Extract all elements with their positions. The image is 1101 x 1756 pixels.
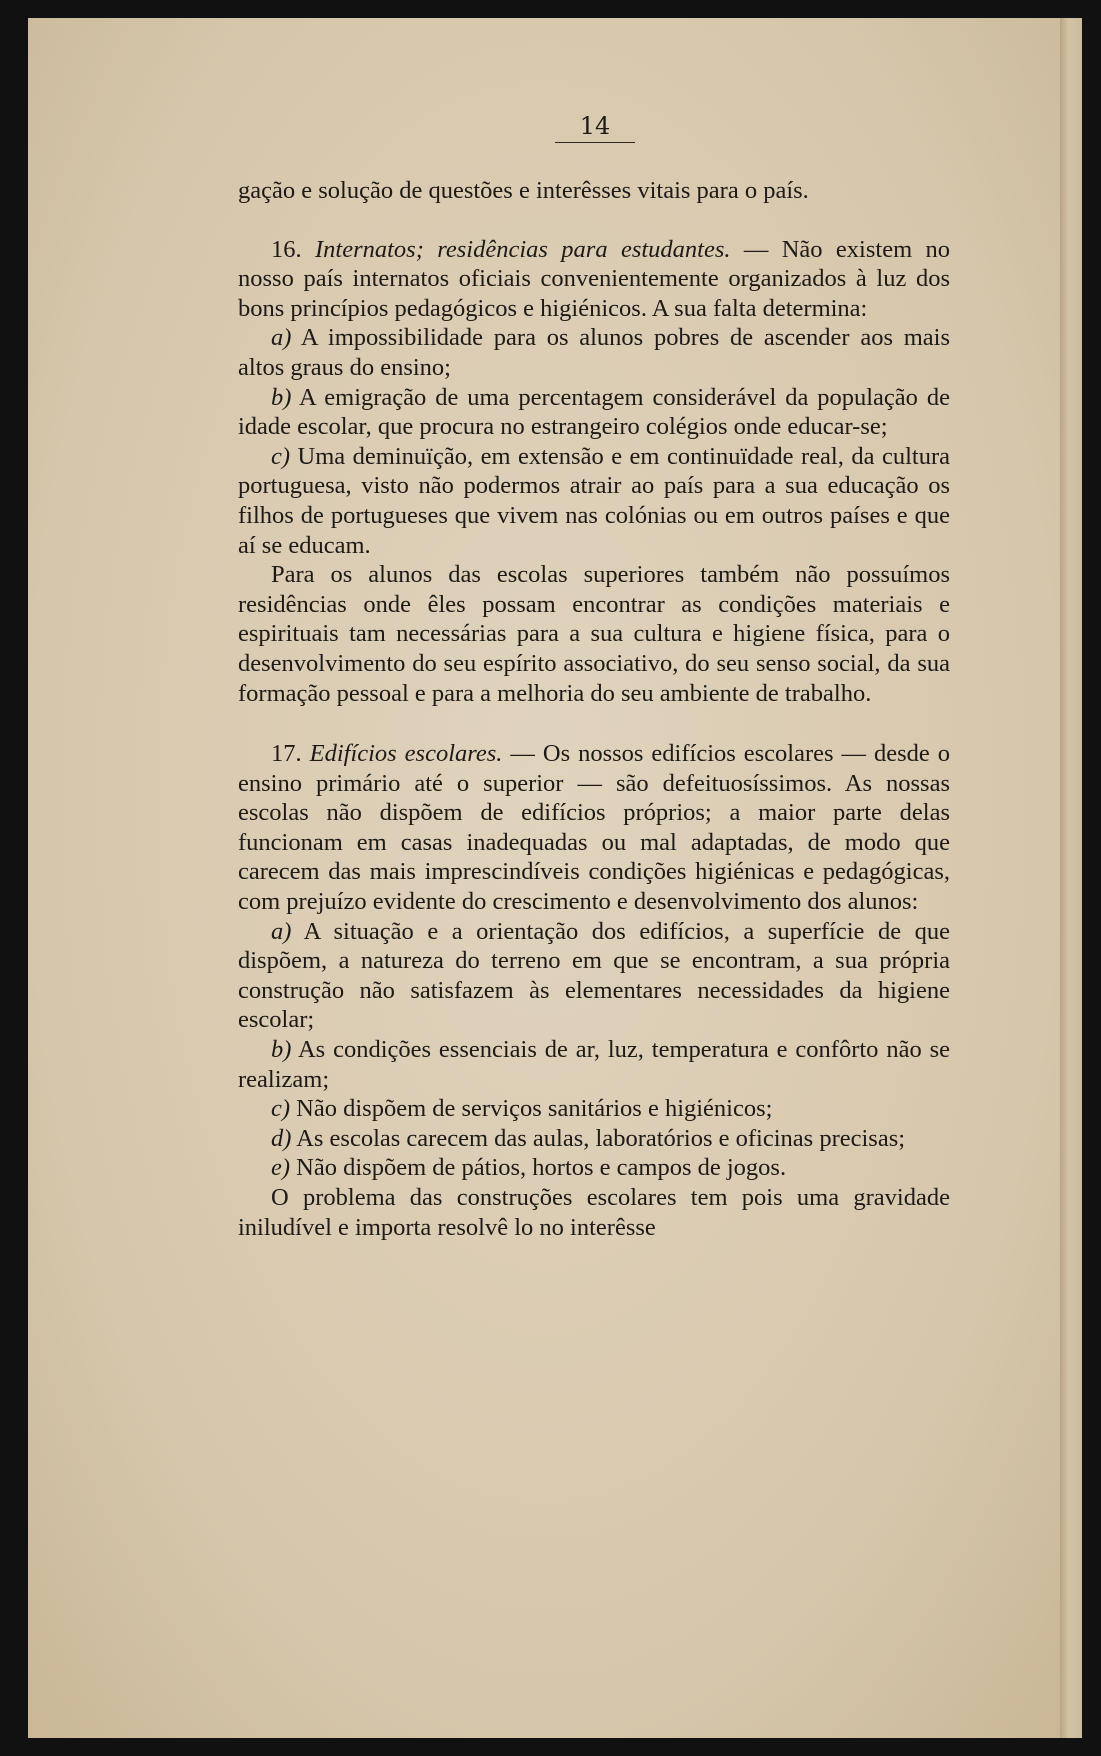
item-marker: e) (271, 1154, 291, 1182)
item-marker: d) (271, 1124, 292, 1152)
item-marker: a) (271, 324, 292, 352)
item-marker: a) (271, 917, 292, 945)
paragraph-continuation: gação e solução de questões e interêsses vitais para o país. (238, 177, 809, 204)
item-marker: b) (271, 1036, 292, 1064)
item-marker: c) (271, 442, 291, 470)
section-17-item-c: c) Não dispõem de serviços sanitários e higiénicos; (271, 1095, 773, 1123)
section-17-item-e: e) Não dispõem de pátios, hortos e campos de jogos. (271, 1154, 787, 1182)
section-17-intro: 17. Edifícios escolares. — Os nossos edifícios escolares — desde o ensino primário até o superior — são defeituosíssimos. As nossas escolas não dispõem de edifícios próprios; a maior parte delas funcionam em casas inadequadas ou mal adaptadas, de modo que carecem das mais imprescindíveis condições higiénicas e pedagógicas, com prejuízo evidente do crescimento e desenvolvimento dos alunos: (238, 740, 950, 916)
item-marker: c) (271, 1095, 291, 1123)
section-17-conclusion: O problema das construções escolares tem pois uma gravidade iniludível e importa resolvê lo no interêsse (238, 1184, 950, 1241)
section-16-item-a: a) A impossibilidade para os alunos pobres de ascender aos mais altos graus do ensino; (238, 324, 950, 381)
section-16-item-c: c) Uma deminuïção, em extensão e em continuïdade real, da cultura portuguesa, visto não podermos atrair ao país para a sua educação os filhos de portugueses que vivem nas colónias ou em outros países e que aí se educam. (238, 442, 950, 559)
section-16-intro: 16. Internatos; residências para estudantes. — Não existem no nosso país internatos oficiais convenientemente organizados à luz dos bons princípios pedagógicos e higiénicos. A sua falta determina: (238, 235, 950, 322)
book-spine-edge (1060, 18, 1082, 1738)
page-number: 14 (555, 112, 635, 143)
section-number: 17. (271, 740, 302, 768)
section-heading: Internatos; residências para estudantes. (315, 235, 731, 263)
body-text (238, 176, 950, 1242)
section-number: 16. (271, 235, 302, 263)
section-17-item-d: d) As escolas carecem das aulas, laboratórios e oficinas precisas; (271, 1124, 906, 1152)
section-17-item-b: b) As condições essenciais de ar, luz, temperatura e confôrto não se realizam; (238, 1036, 950, 1093)
section-heading: Edifícios escolares. (309, 740, 503, 768)
section-17-item-a: a) A situação e a orientação dos edifícios, a superfície de que dispõem, a natureza do terreno em que se encontram, a sua própria construção não satisfazem às elementares necessidades da higiene escolar; (238, 917, 950, 1034)
section-16-item-b: b) A emigração de uma percentagem considerável da população de idade escolar, que procura no estrangeiro colégios onde educar-se; (238, 383, 950, 441)
item-marker: b) (271, 383, 292, 411)
section-16-residencias: Para os alunos das escolas superiores também não possuímos residências onde êles possam encontrar as condições materiais e espirituais tam necessárias para a sua cultura e higiene física, para o desenvolvimento do seu espírito associativo, do seu senso social, da sua formação pessoal e para a melhoria do seu ambiente de trabalho. (238, 561, 950, 707)
